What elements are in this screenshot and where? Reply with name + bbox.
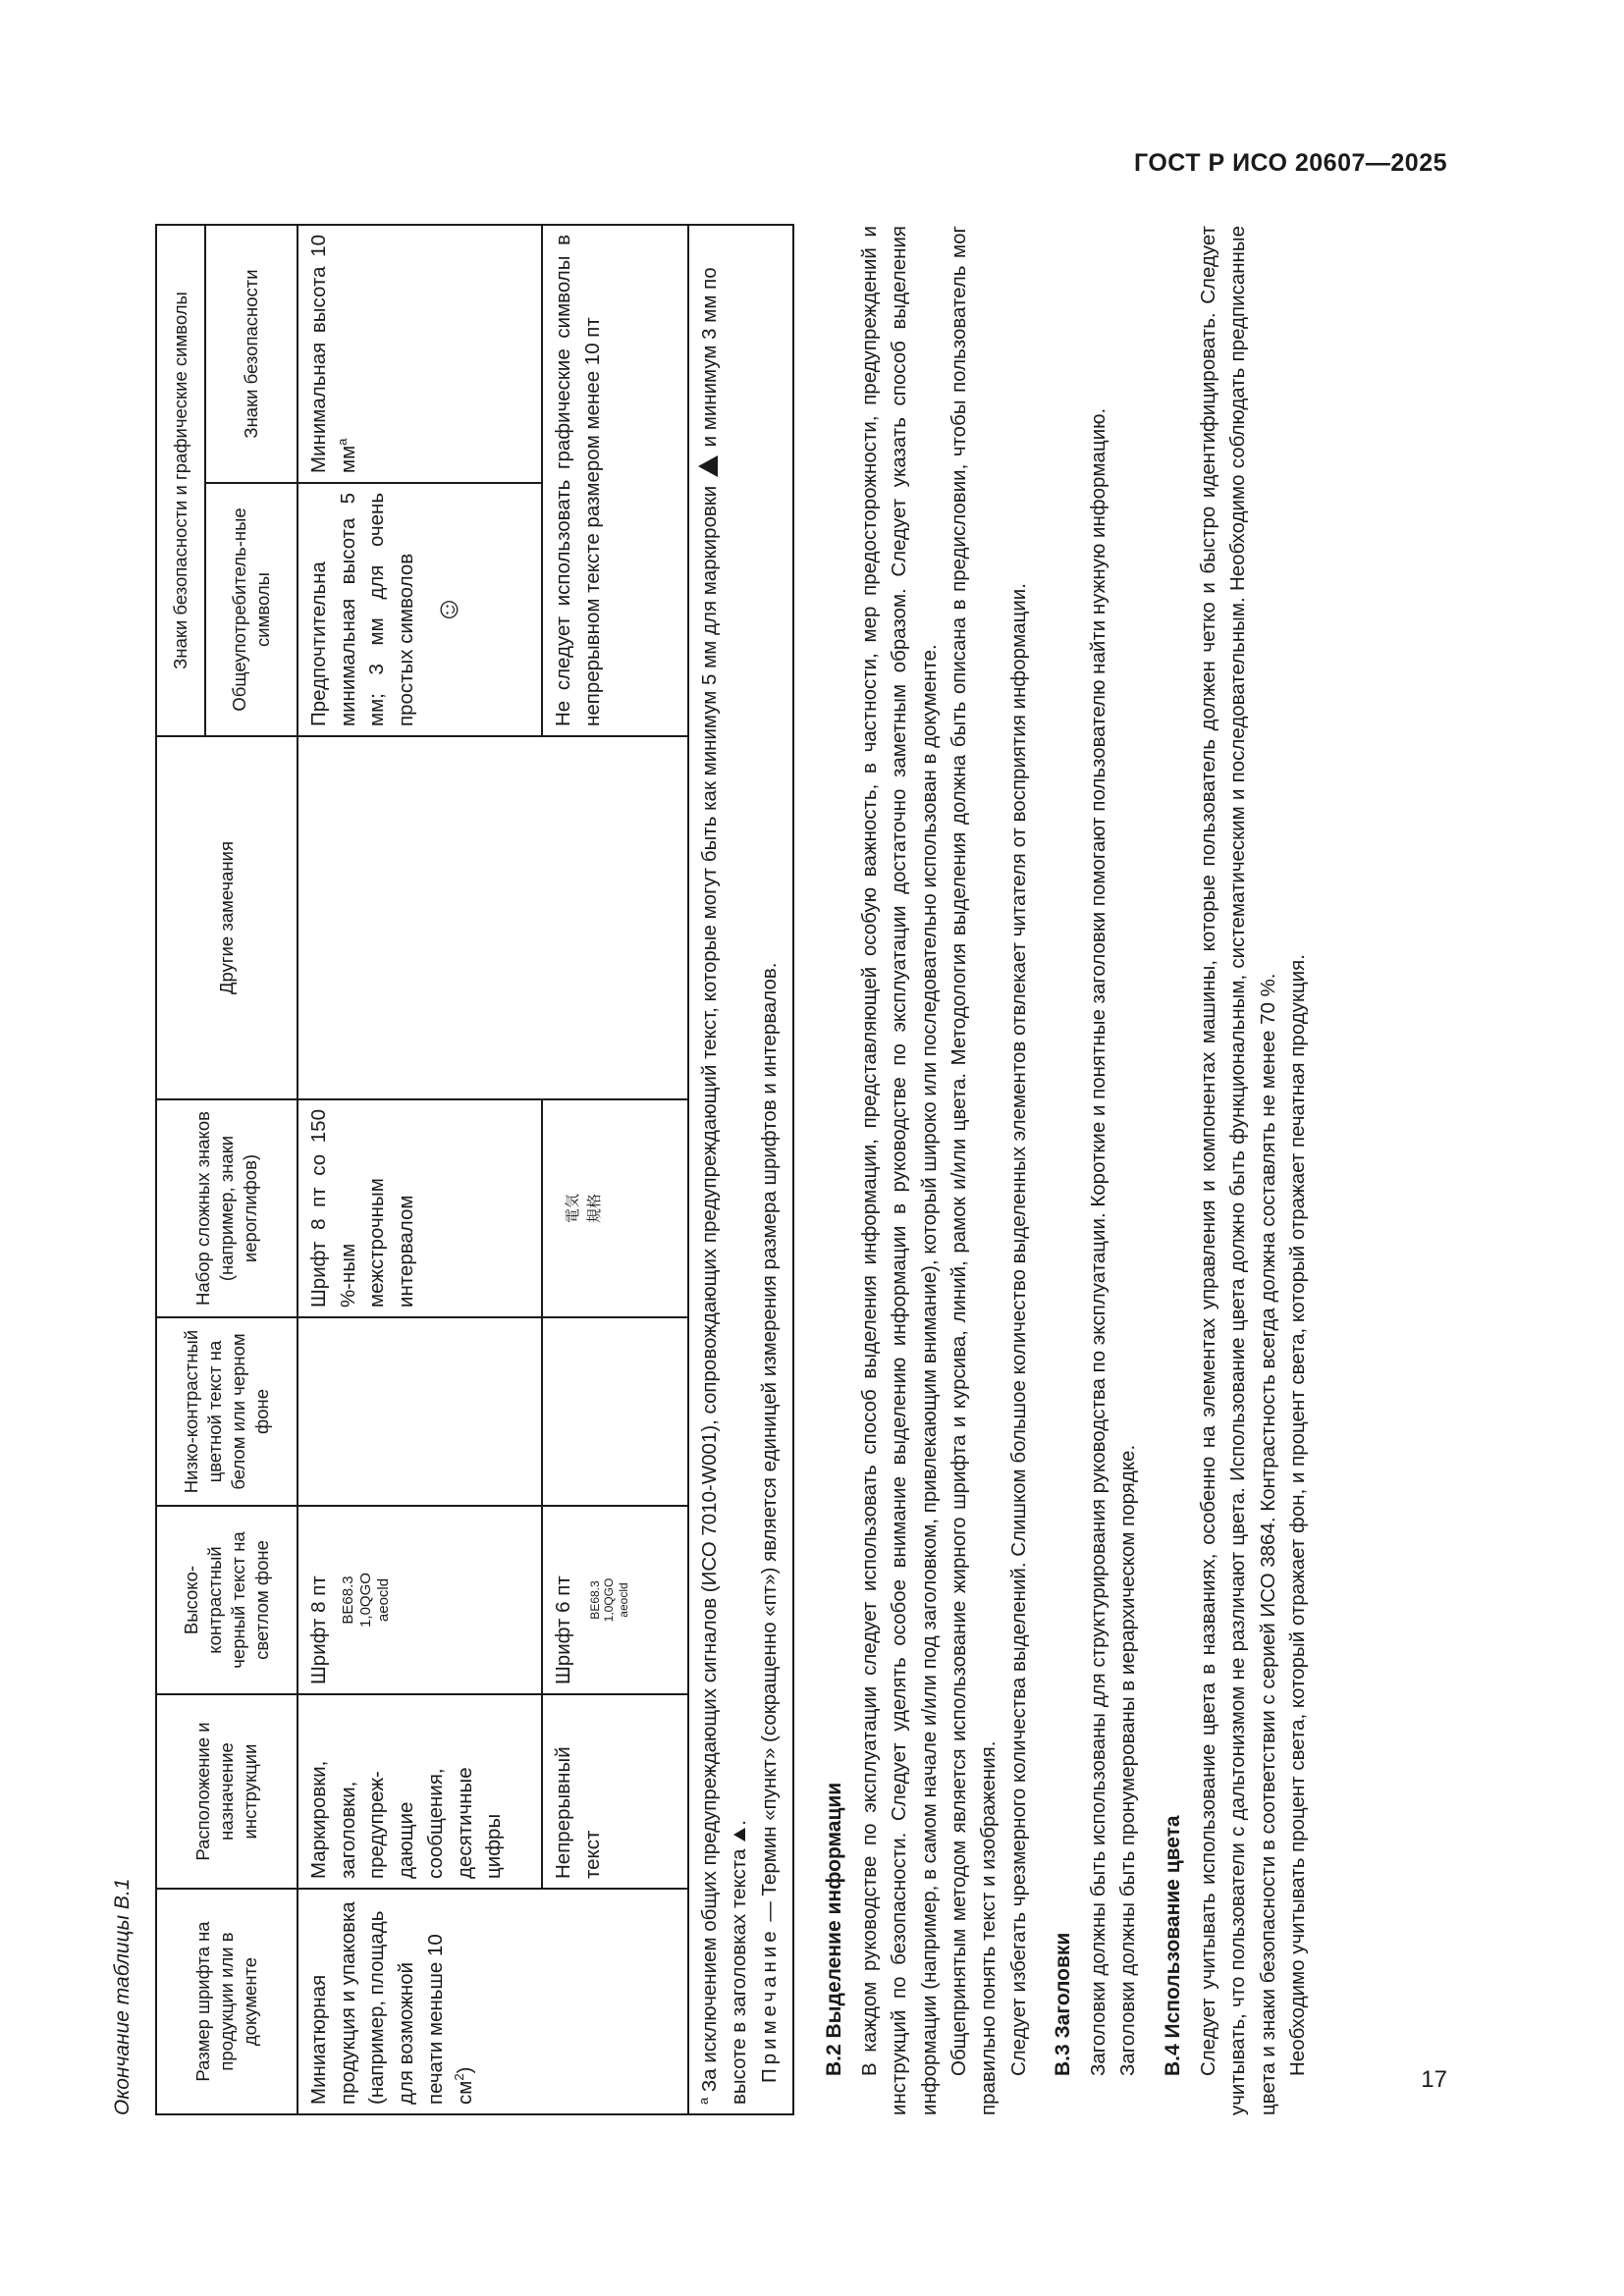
section-b2-paragraph: Следует избегать чрезмерного количества выделений. Слишком большое количество выделенных элементов отвлекает читателя от восприятия информации. xyxy=(1006,583,1030,2076)
cell-complex-sample xyxy=(542,1099,688,1317)
font-sample-8pt: BE68.3 1,0QGO aeocld xyxy=(339,1573,392,1628)
warning-triangle-small-icon xyxy=(733,1828,745,1842)
header-general-symbols: Общеупотребитель-ные символы xyxy=(205,483,298,736)
header-safety-group: Знаки безопасности и графические символы xyxy=(156,225,205,736)
table-row xyxy=(298,225,542,2114)
cell-low-contrast-empty xyxy=(542,1317,688,1506)
smiley-icon: ☺ xyxy=(431,594,464,625)
header-high-contrast: Высоко-контрастный черный текст на светлом фоне xyxy=(156,1506,298,1694)
section-b3-paragraph: Заголовки должны быть использованы для структурирования руководства по эксплуатации. Короткие и понятные заголовки помогают пользователю найти нужную информацию. xyxy=(1087,407,1110,2076)
header-font-size: Размер шрифта на продукции или в документе xyxy=(156,1889,298,2114)
table-row xyxy=(542,225,688,2114)
cjk-sample: 電気 規格 xyxy=(565,1194,603,1224)
table-note: Примечание — Термин «пункт» (сокращенно «пт») является единицей измерения размера шрифтов и интервалов. xyxy=(758,962,782,2083)
section-b3-heading: В.3 Заголовки xyxy=(1052,1932,1075,2076)
table-footnote xyxy=(688,225,793,2114)
font-size-table xyxy=(155,224,794,2115)
header-other-notes: Другие замечания xyxy=(156,736,298,1099)
header-complex-chars: Набор сложных знаков (например, знаки иероглифов) xyxy=(156,1099,298,1317)
table-footnote-row xyxy=(688,225,793,2114)
cell-high-contrast-6pt xyxy=(542,1506,688,1694)
general-symbols-text: Предпочтительна минимальная высота 5 мм; 3 мм для очень простых символов xyxy=(307,493,418,726)
table-header-row xyxy=(156,225,205,2114)
warning-triangle-icon xyxy=(698,455,718,477)
cell-low-contrast-empty xyxy=(298,1317,542,1506)
header-safety-signs: Знаки безопасности xyxy=(205,225,298,483)
cell-other-notes-empty xyxy=(298,736,688,1099)
font-sample-6pt: BE68.3 1,0QGO aeocld xyxy=(587,1577,630,1623)
cell-safety-signs: Минимальная высота 10 $мм^a$ xyxy=(298,225,542,483)
cell-high-contrast-8pt xyxy=(298,1506,542,1694)
cell-size-miniature: Миниатюрная продукция и упаковка (например, площадь для возможной печати меньше 10 $см^2$) xyxy=(298,1889,688,2114)
high-contrast-label: Шрифт 8 пт xyxy=(307,1575,330,1684)
cell-symbols-continuous: Не следует использовать графические символы в непрерывном тексте размером менее 10 пт xyxy=(542,225,688,736)
section-b3-paragraph: Заголовки должны быть пронумерованы в иерархическом порядке. xyxy=(1116,1444,1140,2076)
section-b4-paragraph: Необходимо учитывать процент света, который отражает фон, и процент света, который отражает печатная продукция. xyxy=(1285,954,1309,2076)
standard-code: ГОСТ Р ИСО 20607—2025 xyxy=(1134,149,1447,177)
cell-general-symbols xyxy=(298,483,542,736)
cell-complex-8pt: Шрифт 8 пт со 150 %-ным межстрочным интервалом xyxy=(298,1099,542,1317)
body-text xyxy=(805,226,1313,2115)
rotated-page-content xyxy=(108,226,1463,2115)
high-contrast-label: Шрифт 6 пт xyxy=(552,1575,574,1684)
section-b2-paragraph: В каждом руководстве по эксплуатации следует использовать способ выделения информации, представляющей особую важность, в частности, мер предосторожности, предупреждений и инструкций по безопасности. Следует уделять особое внимание выделению информации в руководстве по эксплуатации достаточно заметным образом. Следует указать способ выделения информации (например, в самом начале и/или под заголовком, привлекающим внимание), который широко или последовательно использован в документе. xyxy=(858,226,941,2115)
cell-place-continuous: Непрерывный текст xyxy=(542,1694,688,1889)
header-low-contrast: Низко-контрастный цветной текст на белом или черном фоне xyxy=(156,1317,298,1506)
section-b2-paragraph: Общепринятым методом является использование жирного шрифта и курсива, линий, рамок и/или цвета. Методология выделения должна быть описана в предисловии, чтобы пользователь мог правильно понять текст и изображения. xyxy=(947,226,1001,2115)
section-b2-heading: В.2 Выделение информации xyxy=(823,1782,845,2076)
header-placement: Расположение и назначение инструкции xyxy=(156,1694,298,1889)
page-number: 17 xyxy=(1421,2066,1447,2093)
section-b4-heading: В.4 Использование цвета xyxy=(1161,1815,1184,2076)
footnote-a: $^a$ За исключением общих предупреждающих сигналов (ИСО 7010-W001), сопровождающих предупреждающий текст, которые могут быть как минимум 5 мм для маркировки и минимум 3 мм по высоте в заголовках текста . xyxy=(696,267,750,2105)
section-b4-paragraph: Следует учитывать использование цвета в названиях, особенно на элементах управления и компонентах машины, которые пользователь должен четко и быстро идентифицировать. Следует учитывать, что пользователи с дальтонизмом не различают цвета. Использование цвета должно быть функциональным, систематическим и последовательным. Необходимо соблюдать предписанные цвета и знаки безопасности в соответствии с серией ИСО 3864. Контрастность всегда должна составлять не менее 70 %. xyxy=(1196,226,1279,2115)
table-caption: Окончание таблицы В.1 xyxy=(111,1878,134,2115)
cell-place-markings: Маркировки, заголовки, предупреж-дающие сообщения, десятичные цифры xyxy=(298,1694,542,1889)
